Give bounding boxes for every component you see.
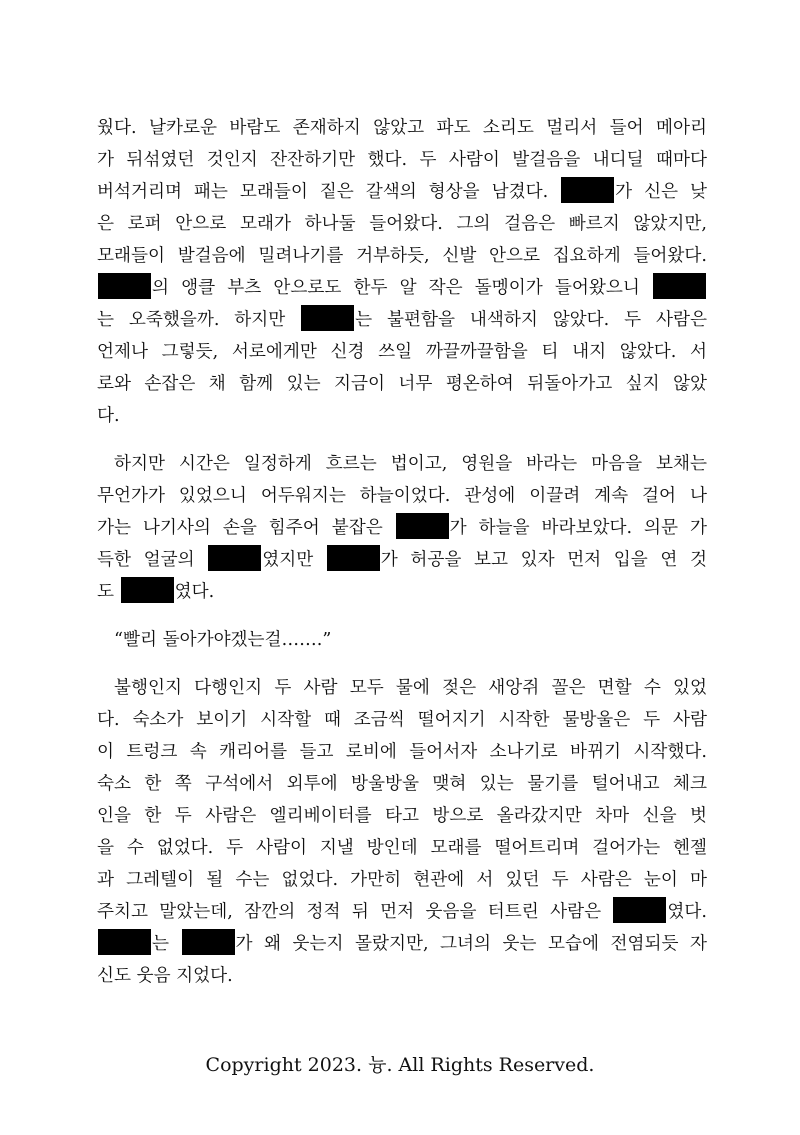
text-line xyxy=(97,928,707,960)
redacted-name-block xyxy=(98,929,151,955)
text-run: 인을 한 두 사람은 엘리베이터를 타고 방으로 올라갔지만 차마 신을 벗 xyxy=(97,806,707,826)
text-line xyxy=(97,960,707,992)
text-run: 의 앵클 부츠 안으로도 한두 알 작은 돌멩이가 들어왔으니 xyxy=(152,278,652,298)
text-line xyxy=(97,304,707,336)
text-run: 로와 손잡은 채 함께 있는 지금이 너무 평온하여 뒤돌아가고 싶지 않았 xyxy=(97,374,707,394)
redacted-name-block xyxy=(613,897,666,923)
text-line xyxy=(97,800,707,832)
text-line xyxy=(97,736,707,768)
text-line xyxy=(97,768,707,800)
text-run: 이 트렁크 속 캐리어를 들고 로비에 들어서자 소나기로 바뀌기 시작했다. xyxy=(97,742,707,762)
text-run: 는 오죽했을까. 하지만 xyxy=(97,310,301,330)
text-run: 가 하늘을 바라보았다. 의문 가 xyxy=(449,518,707,538)
text-run: 은 로퍼 안으로 모래가 하나둘 들어왔다. 그의 걸음은 빠르지 않았지만, xyxy=(97,214,707,234)
text-run: 신도 웃음 지었다. xyxy=(97,966,233,986)
paragraph xyxy=(97,112,707,432)
text-line xyxy=(97,112,707,144)
text-run: 언제나 그렇듯, 서로에게만 신경 쓰일 까끌까끌함을 티 내지 않았다. 서 xyxy=(97,342,707,362)
text-line xyxy=(97,176,707,208)
text-run: 는 xyxy=(152,934,181,954)
redacted-name-block xyxy=(301,305,354,331)
text-run: 웠다. 날카로운 바람도 존재하지 않았고 파도 소리도 멀리서 들어 메아리 xyxy=(97,118,707,138)
text-run: 숙소 한 쪽 구석에서 외투에 방울방울 맺혀 있는 물기를 털어내고 체크 xyxy=(97,774,707,794)
text-run: 하지만 시간은 일정하게 흐르는 법이고, 영원을 바라는 마음을 보채는 xyxy=(114,454,707,474)
text-line xyxy=(97,368,707,400)
text-run: 가는 나기사의 손을 힘주어 붙잡은 xyxy=(97,518,395,538)
text-line xyxy=(97,512,707,544)
redacted-name-block xyxy=(121,577,174,603)
paragraph xyxy=(97,672,707,992)
text-run: 불행인지 다행인지 두 사람 모두 물에 젖은 새앙쥐 꼴은 면할 수 있었 xyxy=(114,678,707,698)
text-line xyxy=(97,704,707,736)
text-run: 버석거리며 패는 모래들이 짙은 갈색의 형상을 남겼다. xyxy=(97,182,561,202)
redacted-name-block xyxy=(98,273,151,299)
text-line xyxy=(97,864,707,896)
text-line xyxy=(97,832,707,864)
text-line xyxy=(97,448,707,480)
text-line xyxy=(97,240,707,272)
text-run: 주치고 말았는데, 잠깐의 정적 뒤 먼저 웃음을 터트린 사람은 xyxy=(97,902,613,922)
text-run: 과 그레텔이 될 수는 없었다. 가만히 현관에 서 있던 두 사람은 눈이 마 xyxy=(97,870,707,890)
text-line xyxy=(97,576,707,608)
redacted-name-block xyxy=(653,273,706,299)
text-line xyxy=(97,208,707,240)
copyright-footer: Copyright 2023. 늉. All Rights Reserved. xyxy=(205,1054,595,1076)
text-line xyxy=(97,672,707,704)
text-run: 모래들이 발걸음에 밀려나기를 거부하듯, 신발 안으로 집요하게 들어왔다. xyxy=(97,246,707,266)
text-run: 가 허공을 보고 있자 먼저 입을 연 것 xyxy=(380,550,707,570)
text-run: 도 xyxy=(97,582,120,602)
text-line xyxy=(97,336,707,368)
text-run: 다. 숙소가 보이기 시작할 때 조금씩 떨어지기 시작한 물방울은 두 사람 xyxy=(97,710,707,730)
text-run: 였다. xyxy=(174,582,215,602)
text-run: 무언가가 있었으니 어두워지는 하늘이었다. 관성에 이끌려 계속 걸어 나 xyxy=(97,486,707,506)
text-run: 을 수 없었다. 두 사람이 지낼 방인데 모래를 떨어트리며 걸어가는 헨젤 xyxy=(97,838,707,858)
text-run: 득한 얼굴의 xyxy=(97,550,208,570)
redacted-name-block xyxy=(561,177,614,203)
text-run: “빨리 돌아가야겠는걸…….” xyxy=(114,630,332,650)
paragraph xyxy=(97,624,707,656)
redacted-name-block xyxy=(182,929,235,955)
document-body xyxy=(97,112,707,992)
text-line xyxy=(97,480,707,512)
redacted-name-block xyxy=(208,545,261,571)
text-line xyxy=(97,624,707,656)
text-run: 가 왜 웃는지 몰랐지만, 그녀의 웃는 모습에 전염되듯 자 xyxy=(235,934,707,954)
text-line xyxy=(97,896,707,928)
text-run: 다. xyxy=(97,406,120,426)
text-line xyxy=(97,272,707,304)
text-line xyxy=(97,400,707,432)
redacted-name-block xyxy=(327,545,380,571)
text-run: 는 불편함을 내색하지 않았다. 두 사람은 xyxy=(355,310,707,330)
text-run: 가 뒤섞였던 것인지 잔잔하기만 했다. 두 사람이 발걸음을 내디딜 때마다 xyxy=(97,150,707,170)
paragraph xyxy=(97,448,707,608)
text-line xyxy=(97,544,707,576)
text-line xyxy=(97,144,707,176)
text-run: 가 신은 낮 xyxy=(615,182,707,202)
text-run: 였지만 xyxy=(262,550,326,570)
redacted-name-block xyxy=(396,513,449,539)
text-run: 였다. xyxy=(667,902,707,922)
